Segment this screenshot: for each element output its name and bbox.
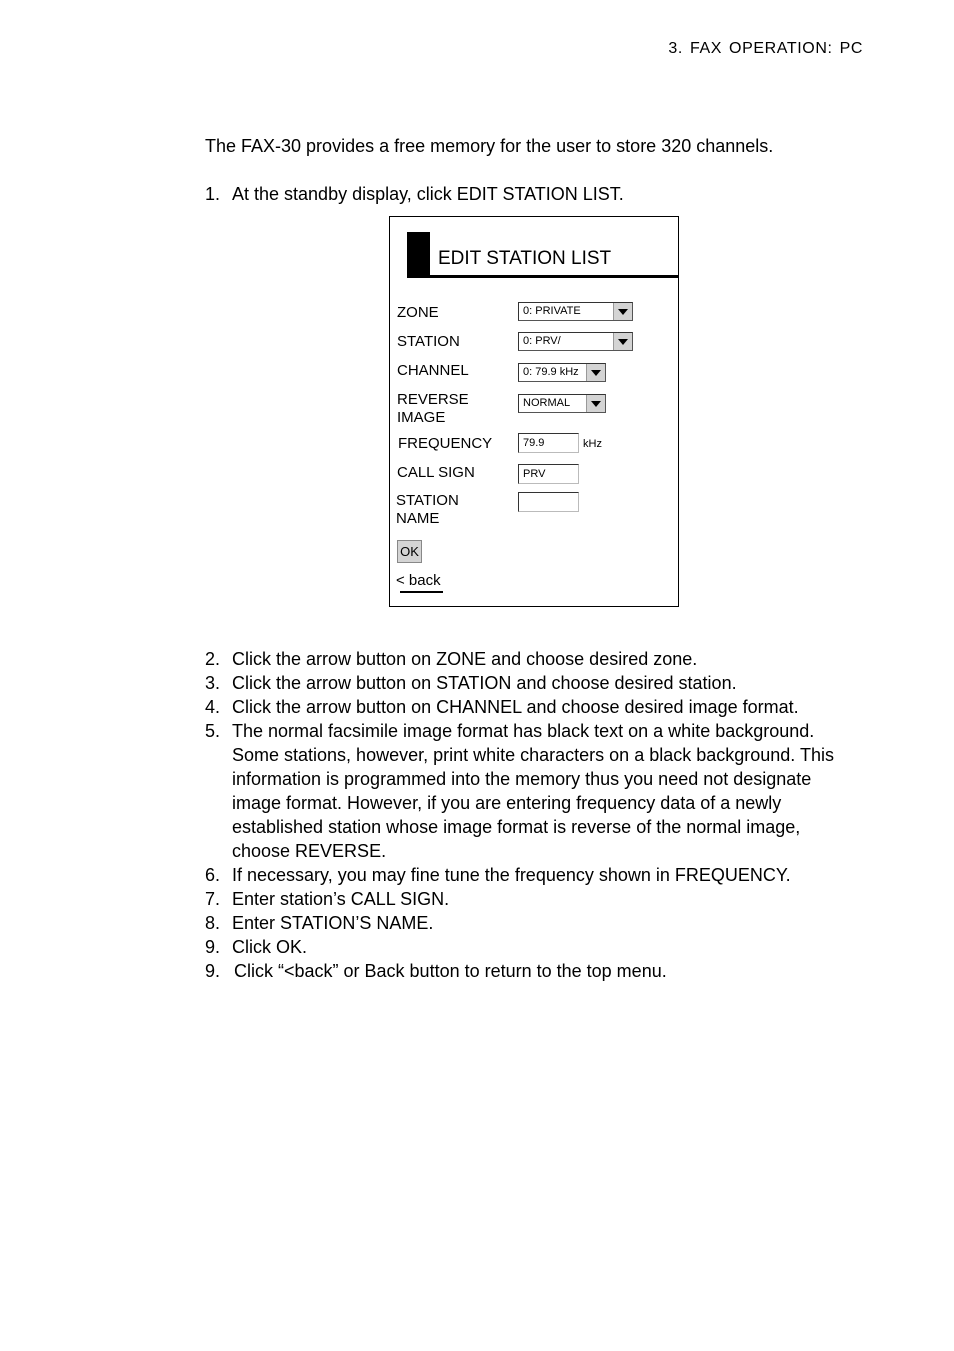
reverse-image-label bbox=[397, 391, 469, 427]
edit-station-list-panel bbox=[389, 216, 679, 607]
intro-paragraph: The FAX-30 provides a free memory for the user to store 320 channels. bbox=[205, 136, 774, 156]
station-name-label-line1: STATION bbox=[396, 492, 459, 509]
step-text-line: choose REVERSE. bbox=[232, 841, 387, 861]
step-text bbox=[232, 887, 449, 911]
reverse-image-dropdown-button[interactable] bbox=[586, 395, 605, 412]
step-text bbox=[232, 863, 791, 887]
step-number: 3. bbox=[205, 673, 221, 693]
step-item bbox=[205, 671, 834, 695]
station-name-label bbox=[396, 492, 459, 528]
step-text bbox=[232, 647, 697, 671]
back-link[interactable]: < back bbox=[396, 572, 441, 589]
step-text-line: Click the arrow button on ZONE and choose desired zone. bbox=[232, 649, 698, 669]
reverse-image-select[interactable] bbox=[518, 394, 606, 413]
step-text-line: If necessary, you may fine tune the frequency shown in FREQUENCY. bbox=[232, 865, 791, 885]
frequency-unit: kHz bbox=[583, 438, 602, 450]
chevron-down-icon bbox=[618, 309, 628, 315]
frequency-input-value: 79.9 bbox=[523, 437, 545, 449]
step-text bbox=[234, 959, 667, 983]
step-number: 9. bbox=[205, 961, 221, 981]
step-number: 6. bbox=[205, 865, 221, 885]
channel-dropdown-button[interactable] bbox=[586, 364, 605, 381]
step-text-line: Click the arrow button on CHANNEL and choose desired image format. bbox=[232, 697, 799, 717]
step-item bbox=[205, 959, 834, 983]
steps-list bbox=[205, 647, 834, 983]
step-item bbox=[205, 911, 834, 935]
page-section-header: 3. FAX OPERATION: PC bbox=[668, 40, 863, 57]
step-item bbox=[205, 935, 834, 959]
station-name-label-line2: NAME bbox=[396, 510, 440, 527]
step-number: 1. bbox=[205, 184, 221, 204]
step-item bbox=[205, 647, 834, 671]
step-text: At the standby display, click EDIT STATION LIST. bbox=[232, 184, 624, 204]
step-text bbox=[232, 935, 307, 959]
step-text-line: The normal facsimile image format has black text on a white background. bbox=[232, 721, 815, 741]
reverse-image-select-value: NORMAL bbox=[523, 397, 571, 409]
channel-select-value: 0: 79.9 kHz bbox=[523, 366, 579, 378]
step-text-line: Click the arrow button on STATION and choose desired station. bbox=[232, 673, 737, 693]
step-text-line: Enter station’s CALL SIGN. bbox=[232, 889, 450, 909]
step-item bbox=[205, 695, 834, 719]
step-text-line: image format. However, if you are entering frequency data of a newly bbox=[232, 793, 782, 813]
title-bar-marker bbox=[407, 232, 430, 277]
step-number: 8. bbox=[205, 913, 221, 933]
step-text-line: information is programmed into the memory thus you need not designate bbox=[232, 769, 812, 789]
frequency-input[interactable] bbox=[518, 433, 579, 453]
zone-label: ZONE bbox=[397, 304, 439, 321]
step-text-line: established station whose image format is reverse of the normal image, bbox=[232, 817, 801, 837]
station-select[interactable] bbox=[518, 332, 633, 351]
step-number: 7. bbox=[205, 889, 221, 909]
step-item bbox=[205, 863, 834, 887]
step-text bbox=[232, 695, 799, 719]
step-number: 4. bbox=[205, 697, 221, 717]
frequency-label: FREQUENCY bbox=[398, 435, 493, 452]
call-sign-input[interactable] bbox=[518, 464, 579, 484]
station-dropdown-button[interactable] bbox=[613, 333, 632, 350]
station-name-input[interactable] bbox=[518, 492, 579, 512]
zone-select[interactable] bbox=[518, 302, 633, 321]
station-select-value: 0: PRV/ bbox=[523, 335, 561, 347]
step-text-line: Click OK. bbox=[232, 937, 308, 957]
step-item bbox=[205, 719, 834, 863]
step-number: 9. bbox=[205, 937, 221, 957]
station-label: STATION bbox=[397, 333, 460, 350]
step-text-line: Enter STATION’S NAME. bbox=[232, 913, 434, 933]
step-1 bbox=[205, 184, 624, 205]
call-sign-label: CALL SIGN bbox=[397, 464, 475, 481]
step-item bbox=[205, 887, 834, 911]
title-underline bbox=[407, 275, 678, 278]
step-text-line: Click “<back” or Back button to return to the top menu. bbox=[234, 961, 667, 981]
call-sign-input-value: PRV bbox=[523, 468, 546, 480]
reverse-image-label-line1: REVERSE bbox=[397, 391, 469, 408]
chevron-down-icon bbox=[618, 339, 628, 345]
reverse-image-label-line2: IMAGE bbox=[397, 409, 446, 426]
chevron-down-icon bbox=[591, 401, 601, 407]
step-text bbox=[232, 719, 834, 863]
zone-select-value: 0: PRIVATE bbox=[523, 305, 581, 317]
step-number: 5. bbox=[205, 721, 221, 741]
step-text bbox=[232, 671, 737, 695]
back-link-underline bbox=[400, 591, 443, 593]
channel-select[interactable] bbox=[518, 363, 606, 382]
step-number: 2. bbox=[205, 649, 221, 669]
ok-button[interactable]: OK bbox=[397, 540, 422, 563]
panel-title: EDIT STATION LIST bbox=[438, 248, 612, 269]
zone-dropdown-button[interactable] bbox=[613, 303, 632, 320]
step-text bbox=[232, 911, 433, 935]
chevron-down-icon bbox=[591, 370, 601, 376]
channel-label: CHANNEL bbox=[397, 362, 469, 379]
step-text-line: Some stations, however, print white characters on a black background. This bbox=[232, 745, 834, 765]
